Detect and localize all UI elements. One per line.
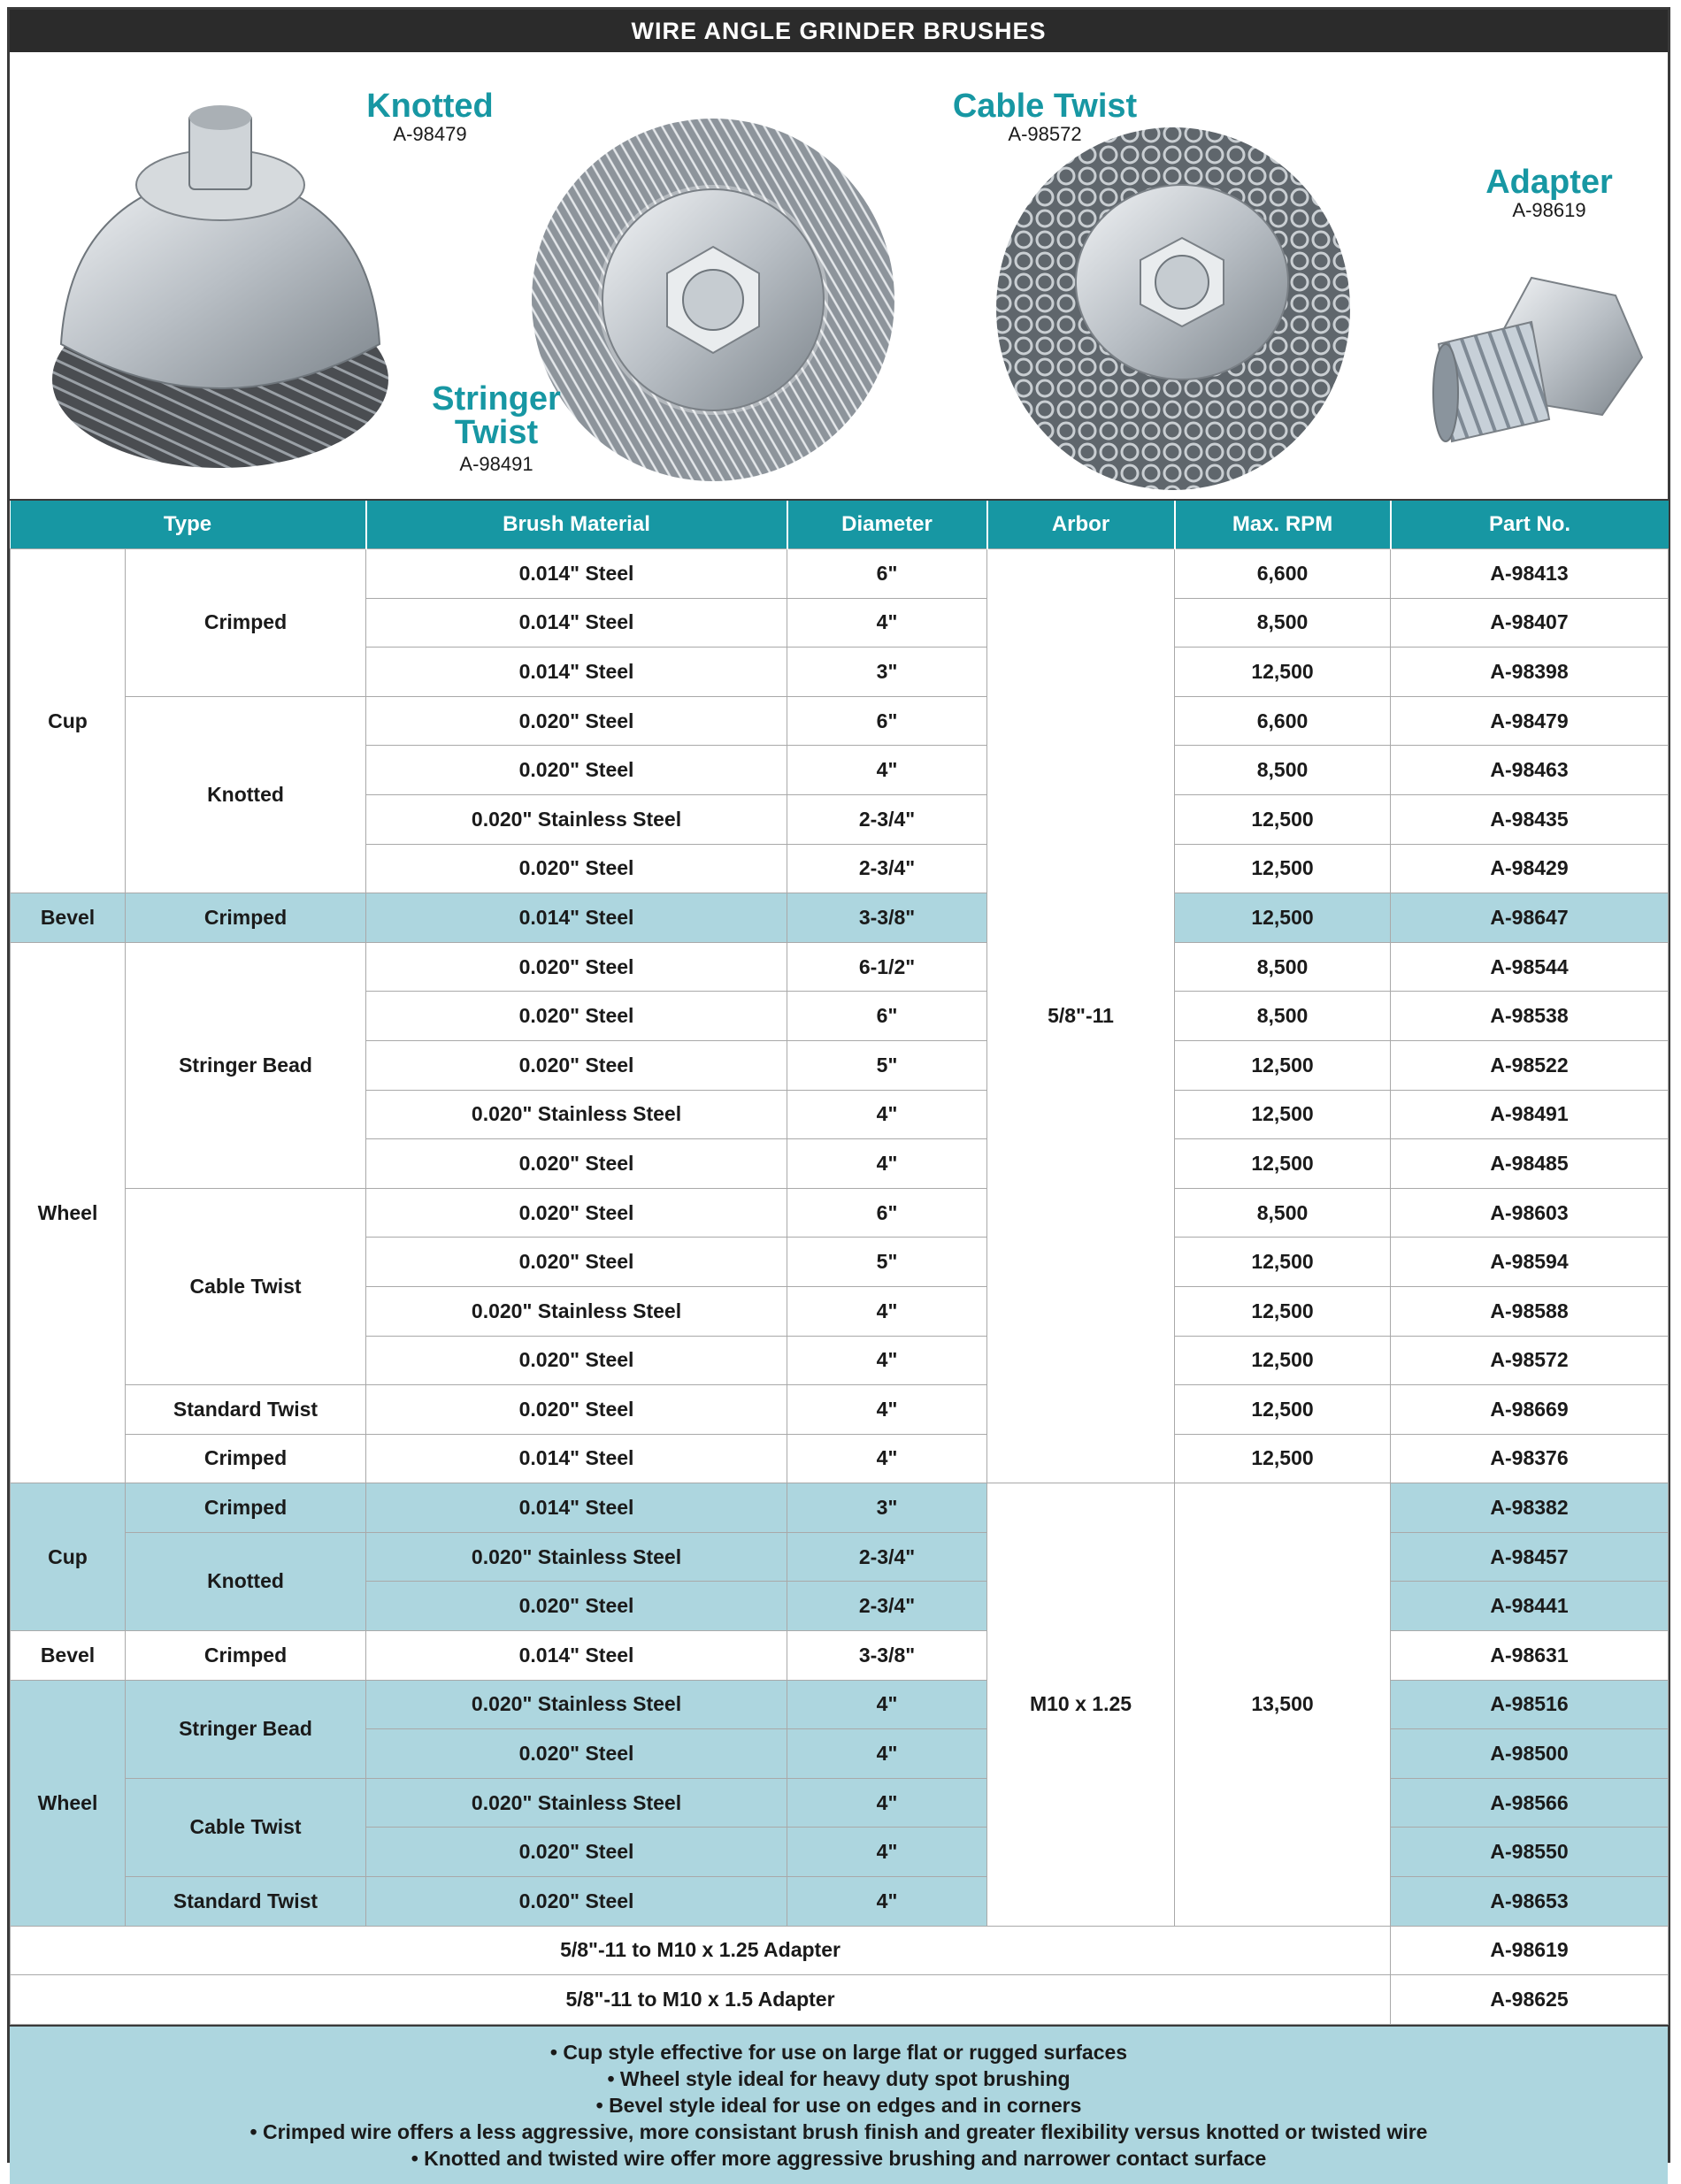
type-cell: Wheel [11,942,126,1483]
part-cell: A-98522 [1391,1040,1669,1090]
subtype-cell: Standard Twist [126,1385,366,1435]
part-cell: A-98500 [1391,1729,1669,1779]
part-cell: A-98429 [1391,844,1669,893]
table-row [11,1975,1669,2025]
spec-table [10,501,1669,2025]
diameter-cell: 4" [787,1434,987,1483]
diameter-cell: 6" [787,1188,987,1238]
table-row [11,1385,1669,1435]
type-cell: Wheel [11,1680,126,1926]
diameter-cell: 4" [787,1729,987,1779]
diameter-cell: 4" [787,1877,987,1927]
rpm-cell: 13,500 [1175,1483,1391,1926]
subtype-cell: Crimped [126,1483,366,1533]
part-cell: A-98398 [1391,648,1669,697]
note-line: • Crimped wire offers a less aggressive, more consistant brush finish and greater flexibility versus knotted or twisted wire [249,2119,1428,2143]
material-cell: 0.014" Steel [366,1483,787,1533]
product-title-cable-twist: Cable Twist [952,88,1138,125]
type-cell: Bevel [11,1631,126,1681]
type-cell: Cup [11,1483,126,1631]
header-brush-material: Brush Material [366,501,787,549]
part-cell: A-98538 [1391,992,1669,1041]
rpm-cell: 12,500 [1175,1238,1391,1287]
rpm-cell: 8,500 [1175,746,1391,795]
product-showcase [10,52,1668,501]
diameter-cell: 2-3/4" [787,794,987,844]
rpm-cell: 8,500 [1175,992,1391,1041]
part-cell: A-98566 [1391,1778,1669,1828]
table-row [11,942,1669,992]
note-line: • Wheel style ideal for heavy duty spot brushing [607,2066,1071,2090]
rpm-cell: 12,500 [1175,1434,1391,1483]
part-cell: A-98550 [1391,1828,1669,1877]
page-title: WIRE ANGLE GRINDER BRUSHES [10,10,1668,52]
part-cell: A-98647 [1391,893,1669,943]
table-row [11,1778,1669,1828]
table-row [11,1434,1669,1483]
subtype-cell: Cable Twist [126,1778,366,1876]
diameter-cell: 4" [787,1778,987,1828]
material-cell: 0.020" Steel [366,844,787,893]
part-cell: A-98594 [1391,1238,1669,1287]
subtype-cell: Knotted [126,1532,366,1630]
part-cell: A-98544 [1391,942,1669,992]
material-cell: 0.020" Steel [366,942,787,992]
rpm-cell: 12,500 [1175,1286,1391,1336]
table-row [11,1631,1669,1681]
material-cell: 0.020" Steel [366,1336,787,1385]
diameter-cell: 3" [787,648,987,697]
material-cell: 0.020" Steel [366,746,787,795]
rpm-cell: 12,500 [1175,844,1391,893]
diameter-cell: 6-1/2" [787,942,987,992]
table-row [11,1188,1669,1238]
diameter-cell: 3-3/8" [787,893,987,943]
material-cell: 0.020" Steel [366,696,787,746]
diameter-cell: 4" [787,1090,987,1139]
diameter-cell: 4" [787,1139,987,1189]
table-row [11,549,1669,599]
table-row [11,1532,1669,1582]
part-cell: A-98435 [1391,794,1669,844]
diameter-cell: 4" [787,598,987,648]
material-cell: 0.020" Stainless Steel [366,1778,787,1828]
product-title-adapter: Adapter [1485,164,1613,201]
arbor-cell: M10 x 1.25 [987,1483,1175,1926]
rpm-cell: 12,500 [1175,1040,1391,1090]
part-cell: A-98407 [1391,598,1669,648]
part-cell: A-98572 [1391,1336,1669,1385]
part-cell: A-98479 [1391,696,1669,746]
material-cell: 0.014" Steel [366,1434,787,1483]
product-part-knotted: A-98479 [393,123,467,145]
adapter-label-cell: 5/8"-11 to M10 x 1.25 Adapter [11,1926,1391,1975]
cable-twist-wheel-image [992,123,1355,494]
rpm-cell: 6,600 [1175,696,1391,746]
part-cell: A-98413 [1391,549,1669,599]
material-cell: 0.020" Steel [366,1877,787,1927]
material-cell: 0.014" Steel [366,893,787,943]
subtype-cell: Cable Twist [126,1188,366,1384]
material-cell: 0.014" Steel [366,549,787,599]
part-cell: A-98603 [1391,1188,1669,1238]
part-cell: A-98619 [1391,1926,1669,1975]
diameter-cell: 5" [787,1040,987,1090]
subtype-cell: Crimped [126,549,366,697]
rpm-cell: 8,500 [1175,1188,1391,1238]
material-cell: 0.014" Steel [366,648,787,697]
subtype-cell: Standard Twist [126,1877,366,1927]
rpm-cell: 12,500 [1175,648,1391,697]
rpm-cell: 12,500 [1175,893,1391,943]
material-cell: 0.020" Steel [366,1188,787,1238]
rpm-cell: 8,500 [1175,942,1391,992]
subtype-cell: Crimped [126,893,366,943]
diameter-cell: 5" [787,1238,987,1287]
diameter-cell: 2-3/4" [787,844,987,893]
part-cell: A-98588 [1391,1286,1669,1336]
header-type: Type [11,501,366,549]
rpm-cell: 12,500 [1175,1336,1391,1385]
type-cell: Cup [11,549,126,893]
rpm-cell: 12,500 [1175,794,1391,844]
product-part-cable-twist: A-98572 [1008,123,1082,145]
diameter-cell: 2-3/4" [787,1532,987,1582]
product-part-stringer-twist: A-98491 [459,453,533,475]
subtype-cell: Stringer Bead [126,1680,366,1778]
material-cell: 0.020" Stainless Steel [366,794,787,844]
part-cell: A-98653 [1391,1877,1669,1927]
material-cell: 0.014" Steel [366,1631,787,1681]
diameter-cell: 4" [787,1385,987,1435]
header-part-no: Part No. [1391,501,1669,549]
material-cell: 0.020" Steel [366,1040,787,1090]
material-cell: 0.020" Stainless Steel [366,1680,787,1729]
material-cell: 0.020" Steel [366,1582,787,1631]
material-cell: 0.020" Steel [366,1828,787,1877]
spec-sheet [7,7,1670,2170]
note-line: • Cup style effective for use on large flat or rugged surfaces [549,2040,1128,2064]
material-cell: 0.020" Steel [366,1238,787,1287]
material-cell: 0.020" Stainless Steel [366,1532,787,1582]
table-row [11,1483,1669,1533]
note-line: • Knotted and twisted wire offer more aggressive brushing and narrower contact surface [411,2146,1267,2170]
diameter-cell: 4" [787,1286,987,1336]
part-cell: A-98625 [1391,1975,1669,2025]
part-cell: A-98485 [1391,1139,1669,1189]
adapter-image [1425,260,1646,464]
part-cell: A-98631 [1391,1631,1669,1681]
diameter-cell: 3-3/8" [787,1631,987,1681]
adapter-label-cell: 5/8"-11 to M10 x 1.5 Adapter [11,1975,1391,2025]
rpm-cell: 12,500 [1175,1385,1391,1435]
table-header-row [11,501,1669,549]
rpm-cell: 12,500 [1175,1090,1391,1139]
product-title-stringer-twist: Stringer Twist [432,380,561,451]
part-cell: A-98376 [1391,1434,1669,1483]
part-cell: A-98669 [1391,1385,1669,1435]
rpm-cell: 8,500 [1175,598,1391,648]
part-cell: A-98457 [1391,1532,1669,1582]
part-cell: A-98382 [1391,1483,1669,1533]
diameter-cell: 6" [787,549,987,599]
diameter-cell: 4" [787,1680,987,1729]
part-cell: A-98441 [1391,1582,1669,1631]
rpm-cell: 12,500 [1175,1139,1391,1189]
subtype-cell: Crimped [126,1434,366,1483]
header-arbor: Arbor [987,501,1175,549]
table-row [11,893,1669,943]
material-cell: 0.020" Steel [366,1729,787,1779]
diameter-cell: 2-3/4" [787,1582,987,1631]
table-row [11,1877,1669,1927]
arbor-cell: 5/8"-11 [987,549,1175,1483]
diameter-cell: 4" [787,746,987,795]
material-cell: 0.020" Steel [366,992,787,1041]
product-part-adapter: A-98619 [1512,199,1586,221]
diameter-cell: 4" [787,1828,987,1877]
product-title-knotted: Knotted [366,88,494,125]
header-diameter: Diameter [787,501,987,549]
note-line: • Bevel style ideal for use on edges and in corners [595,2093,1082,2117]
part-cell: A-98516 [1391,1680,1669,1729]
type-cell: Bevel [11,893,126,943]
diameter-cell: 4" [787,1336,987,1385]
knotted-cup-brush-image [43,88,397,486]
table-row [11,696,1669,746]
material-cell: 0.014" Steel [366,598,787,648]
diameter-cell: 3" [787,1483,987,1533]
table-row [11,1926,1669,1975]
material-cell: 0.020" Steel [366,1139,787,1189]
subtype-cell: Stringer Bead [126,942,366,1188]
material-cell: 0.020" Steel [366,1385,787,1435]
table-row [11,1680,1669,1729]
material-cell: 0.020" Stainless Steel [366,1090,787,1139]
diameter-cell: 6" [787,992,987,1041]
diameter-cell: 6" [787,696,987,746]
header-max-rpm: Max. RPM [1175,501,1391,549]
material-cell: 0.020" Stainless Steel [366,1286,787,1336]
subtype-cell: Knotted [126,696,366,893]
part-cell: A-98463 [1391,746,1669,795]
rpm-cell: 6,600 [1175,549,1391,599]
subtype-cell: Crimped [126,1631,366,1681]
usage-notes [10,2025,1668,2184]
part-cell: A-98491 [1391,1090,1669,1139]
